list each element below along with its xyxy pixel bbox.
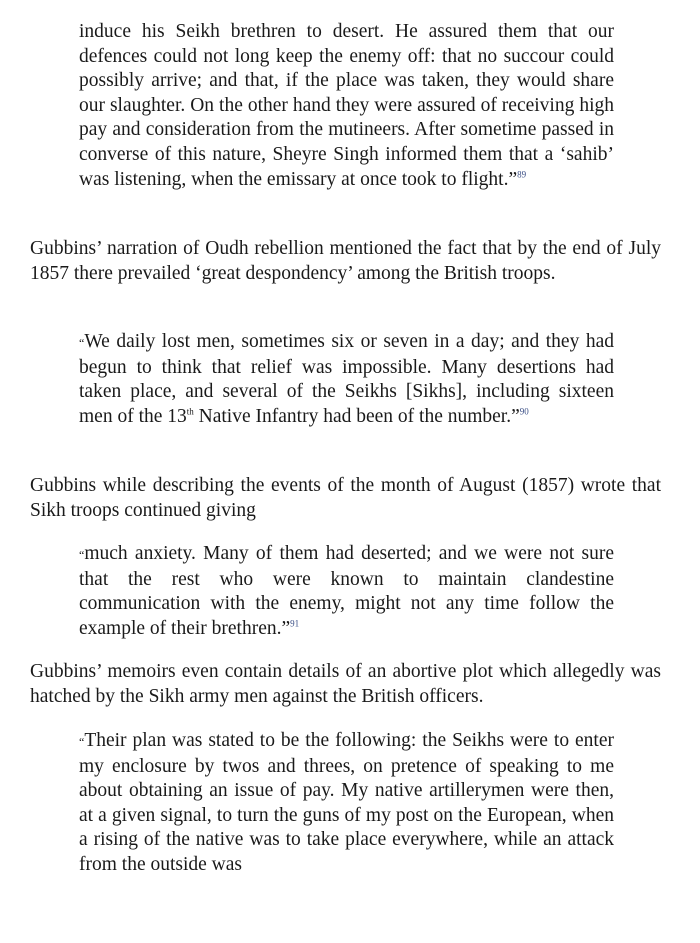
footnote-link[interactable]: 91	[290, 618, 300, 629]
block-quote	[79, 20, 614, 192]
paragraph-text: Gubbins’ narration of Oudh rebellion mentioned the fact that by the end of July 1857 there prevailed ‘great despondency’ among the British troops.	[30, 238, 661, 284]
body-paragraph	[30, 237, 661, 286]
opening-quote-mark: “	[79, 548, 85, 562]
body-paragraph	[30, 474, 661, 523]
footnote-link[interactable]: 90	[519, 406, 529, 417]
block-quote	[79, 729, 614, 878]
quote-text-continued: Native Infantry had been of the number.”	[193, 405, 520, 427]
quote-text: induce his Seikh brethren to desert. He assured them that our defences could not long keep the enemy off: that no succour could possibly arrive; and that, if the place was taken, they would share our slaughter. On the other hand they were assured of receiving high pay and consideration from the mutineers. After sometime passed in converse of this nature, Sheyre Singh informed them that a ‘sahib’ was listening, when the emissary at once took to flight.”	[79, 21, 614, 190]
paragraph-text: Gubbins’ memoirs even contain details of an abortive plot which allegedly was hatched by the Sikh army men against the British officers.	[30, 661, 661, 707]
quote-text: much anxiety. Many of them had deserted; and we were not sure that the rest who were known to maintain clandestine communication with the enemy, might not any time follow the example of their brethren.”	[79, 543, 614, 639]
block-quote	[79, 542, 614, 641]
ordinal-suffix: th	[186, 406, 194, 417]
quote-text: We daily lost men, sometimes six or seven in a day; and they had begun to think that relief was impossible. Many desertions had taken place, and several of the Seikhs [Sikhs], including sixteen men of the 13	[79, 331, 614, 427]
body-paragraph	[30, 660, 661, 709]
block-quote	[79, 330, 614, 429]
opening-quote-mark: “	[79, 735, 85, 749]
quote-text: Their plan was stated to be the following: the Seikhs were to enter my enclosure by twos and threes, on pretence of speaking to me about obtaining an issue of pay. My native artillerymen were then, at a given signal, to turn the guns of my post on the European, when a rising of the native was to take place everywhere, while an attack from the outside was	[79, 730, 614, 875]
paragraph-text: Gubbins while describing the events of the month of August (1857) wrote that Sikh troops continued giving	[30, 475, 661, 521]
footnote-link[interactable]: 89	[517, 169, 527, 180]
opening-quote-mark: “	[79, 336, 85, 350]
